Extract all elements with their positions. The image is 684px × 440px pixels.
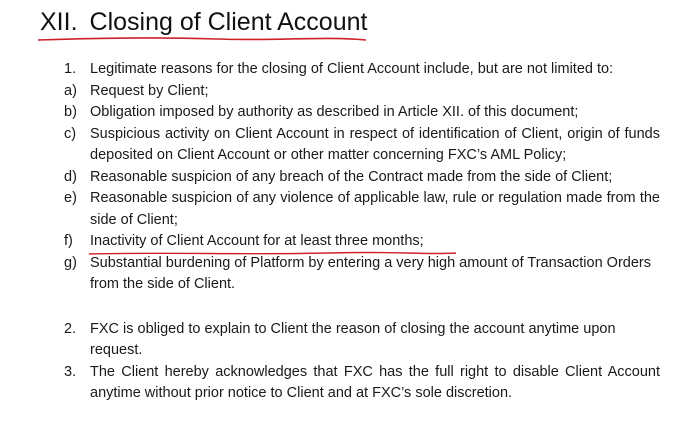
list-marker: f) bbox=[64, 233, 73, 249]
list-marker: c) bbox=[64, 125, 77, 142]
list-text: Reasonable suspicion of any violence of applicable law, rule or regulation made from the side of Client; bbox=[90, 190, 660, 228]
list-item-d bbox=[64, 167, 660, 189]
list-marker: e) bbox=[64, 190, 77, 206]
list-marker: 3. bbox=[64, 363, 77, 380]
list-marker: 2. bbox=[64, 320, 77, 337]
list-marker: a) bbox=[64, 82, 77, 99]
list-text: Legitimate reasons for the closing of Client Account include, but are not limited to: bbox=[90, 61, 614, 77]
list-text: FXC is obliged to explain to Client the reason of closing the account anytime upon request. bbox=[90, 320, 616, 358]
section-number: XII. bbox=[40, 8, 78, 36]
highlighted-clause bbox=[90, 231, 424, 253]
list-item-c bbox=[64, 124, 660, 167]
list-text: The Client hereby acknowledges that FXC has the full right to disable Client Account anytime without prior notice to Client and at FXC’s sole discretion. bbox=[90, 363, 660, 401]
list-text: Suspicious activity on Client Account in respect of identification of Client, origin of funds deposited on Client Account or other matter concerning FXC’s AML Policy; bbox=[90, 125, 660, 163]
list-text-wrap bbox=[90, 231, 660, 253]
list-marker: g) bbox=[64, 254, 77, 271]
list-item-2 bbox=[64, 319, 660, 362]
list-marker: 1. bbox=[64, 61, 77, 77]
list-text: Request by Client; bbox=[90, 82, 209, 99]
list-text: Inactivity of Client Account for at least three months; bbox=[90, 233, 424, 249]
clause-red-underline bbox=[88, 250, 458, 258]
list-text: Obligation imposed by authority as described in Article XII. of this document; bbox=[90, 104, 579, 120]
list-item-1 bbox=[64, 59, 660, 81]
clause-list bbox=[64, 59, 660, 405]
list-item-3 bbox=[64, 362, 660, 405]
list-marker: d) bbox=[64, 168, 77, 185]
list-text: Reasonable suspicion of any breach of the Contract made from the side of Client; bbox=[90, 168, 613, 185]
list-marker: b) bbox=[64, 104, 77, 120]
paragraph-gap bbox=[64, 296, 660, 319]
list-item-a bbox=[64, 81, 660, 103]
list-text: Substantial burdening of Platform by entering a very high amount of Transaction Orders from the side of Client. bbox=[90, 254, 651, 292]
list-item-f bbox=[64, 231, 660, 253]
list-item-b bbox=[64, 102, 660, 124]
list-item-e bbox=[64, 188, 660, 231]
list-item-g bbox=[64, 253, 660, 296]
title-red-underline bbox=[36, 34, 370, 46]
section-title: Closing of Client Account bbox=[89, 8, 368, 36]
